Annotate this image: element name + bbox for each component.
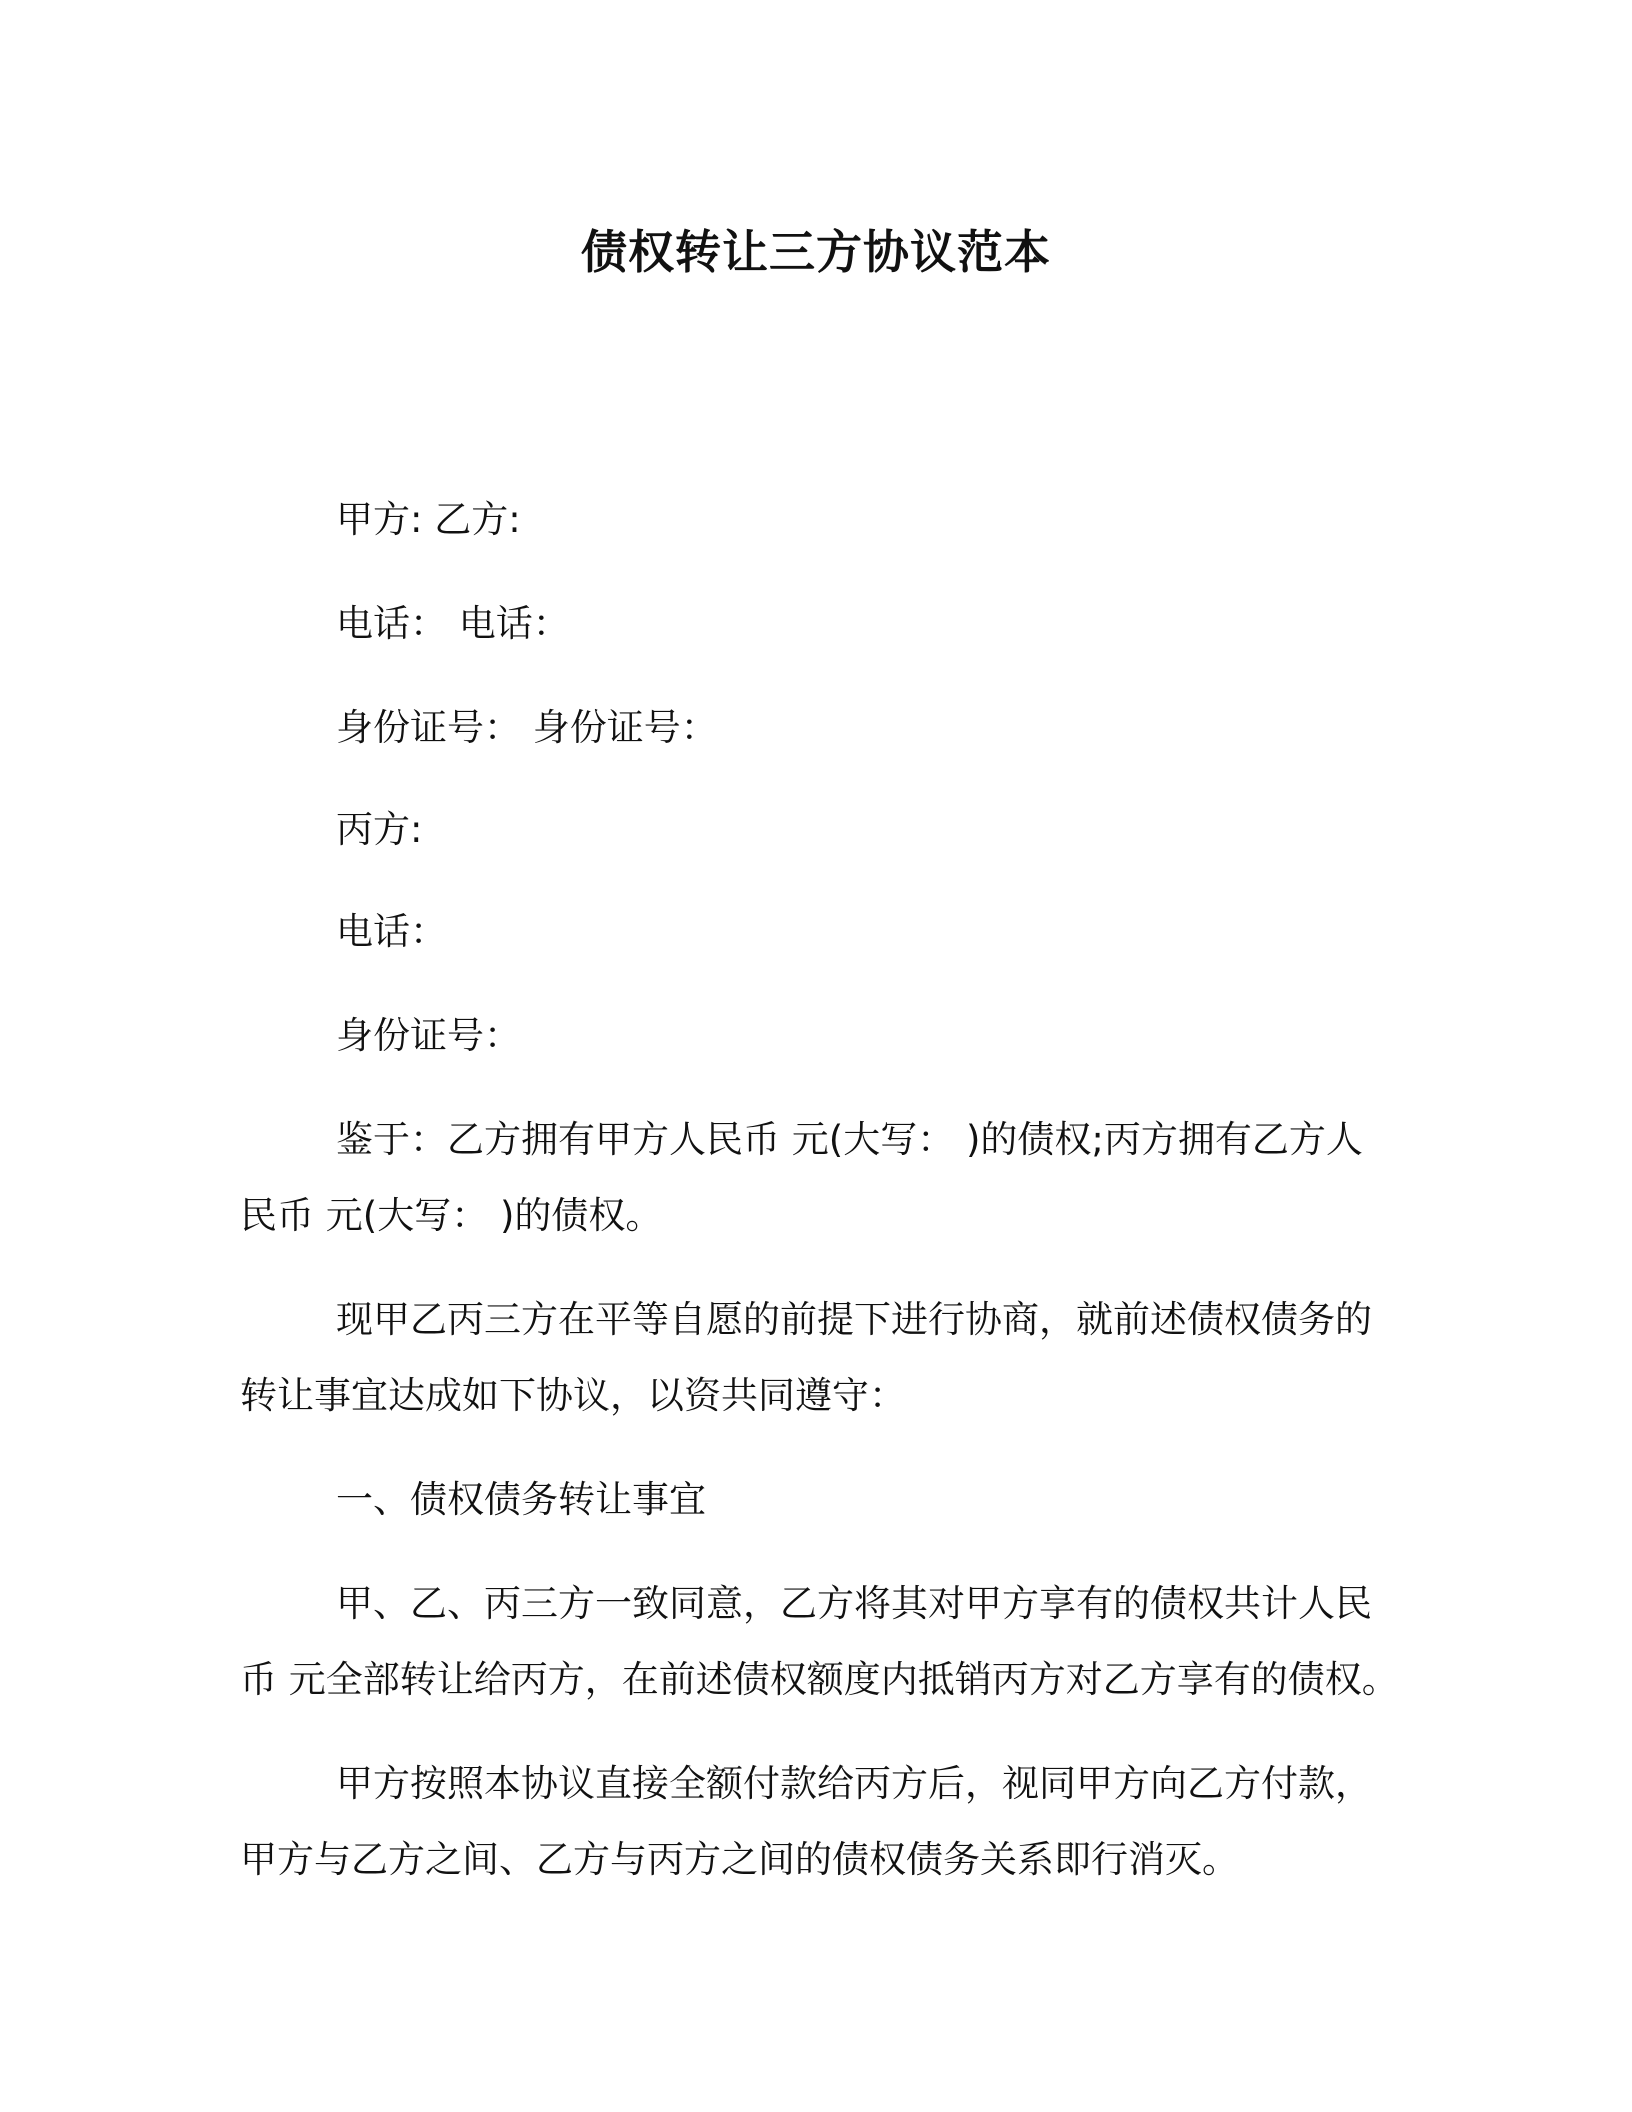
agreement-intro-line-1: 现甲乙丙三方在平等自愿的前提下进行协商，就前述债权债务的 [336,1298,1372,1341]
transfer-clause-line-1: 甲、乙、丙三方一致同意，乙方将其对甲方享有的债权共计人民 [336,1582,1372,1625]
payment-clause-line-1: 甲方按照本协议直接全额付款给丙方后，视同甲方向乙方付款， [336,1762,1372,1805]
whereas-paragraph-line-2: 民币 元(大写： )的债权。 [240,1194,663,1237]
id-number-c-line: 身份证号： [336,1014,521,1057]
party-a-b-line: 甲方: 乙方: [336,498,521,541]
phone-a-b-line: 电话： 电话： [336,602,570,645]
whereas-paragraph-line-1: 鉴于：乙方拥有甲方人民币 元(大写： )的债权;丙方拥有乙方人 [336,1118,1363,1161]
id-number-a-b-line: 身份证号： 身份证号： [336,706,718,749]
agreement-intro-line-2: 转让事宜达成如下协议，以资共同遵守： [240,1374,906,1417]
document-title: 债权转让三方协议范本 [581,225,1051,279]
section-heading: 一、债权债务转让事宜 [336,1478,706,1521]
transfer-clause-line-2: 币 元全部转让给丙方，在前述债权额度内抵销丙方对乙方享有的债权。 [240,1658,1399,1701]
phone-c-line: 电话： [336,910,447,953]
party-c-line: 丙方: [336,808,423,851]
payment-clause-line-2: 甲方与乙方之间、乙方与丙方之间的债权债务关系即行消灭。 [240,1838,1239,1881]
